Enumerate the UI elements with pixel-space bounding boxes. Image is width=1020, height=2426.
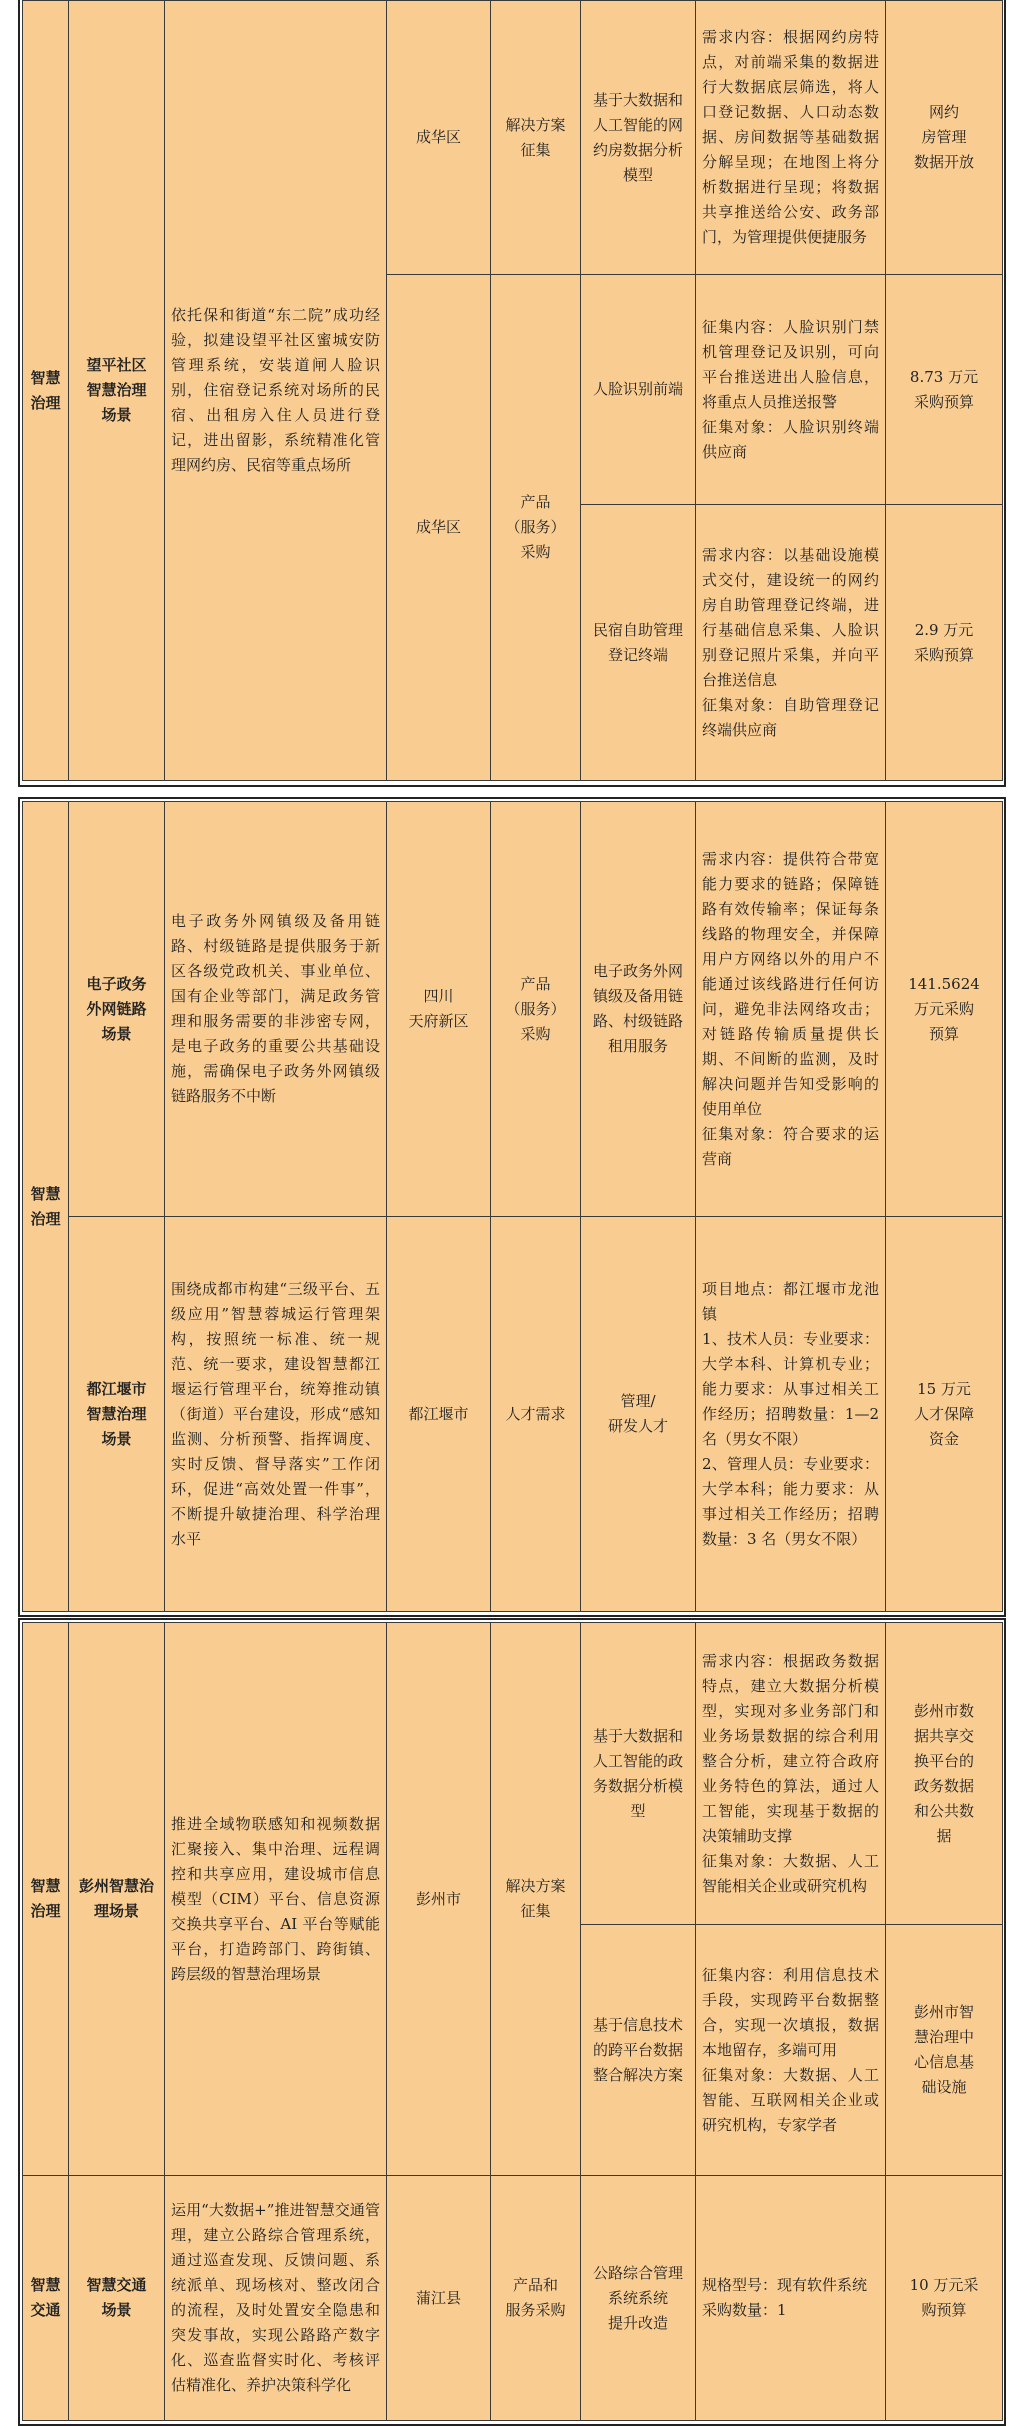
- table-row: [23, 802, 1003, 1217]
- text-line: 2.9 万元: [914, 620, 974, 639]
- table-row: [23, 1623, 1003, 1925]
- text-line: （服务）: [505, 999, 566, 1018]
- text-line: 彭州智慧治: [78, 1877, 154, 1895]
- budget-cell: [886, 1623, 1003, 1925]
- description-cell: 电子政务外网镇级及备用链路、村级链路是提供服务于新区各级党政机关、事业单位、国有企业等部门，满足政务管理和服务需要的非涉密专网，是电子政务的重要公共基础设施，需确保电子政务外网镇级链路服务不中断: [165, 802, 387, 1217]
- text-line: 换平台的: [913, 1751, 974, 1770]
- text-line: 产品: [520, 974, 551, 993]
- description-cell: 依托保和街道“东二院”成功经验，拟建设望平社区蜜城安防管理系统，安装道闸人脸识别，住宿登记系统对场所的民宿、出租房入住人员进行登记，进出留影，系统精准化管理网约房、民宿等重点场所: [165, 1, 387, 781]
- item-cell: 基于大数据和人工智能的网约房数据分析模型: [581, 1, 696, 275]
- text-line: （服务）: [505, 518, 566, 536]
- item-cell: 基于信息技术的跨平台数据整合解决方案: [581, 1925, 696, 2176]
- scenario-cell: [69, 1, 165, 781]
- text-line: 征集内容：利用信息技术手段，实现跨平台数据整合，实现一次填报，数据本地留存，多端可用: [702, 1965, 879, 2059]
- category-cell: [23, 2176, 69, 2421]
- requirement-cell: [696, 1217, 886, 1612]
- text-line: 场景: [101, 1429, 132, 1448]
- table-row: [23, 1, 1003, 275]
- type-cell: [491, 275, 581, 781]
- text-line: 天府新区: [408, 1012, 469, 1030]
- text-line: 购预算: [921, 2301, 967, 2319]
- text-line: 智慧: [30, 1877, 61, 1895]
- text-line: 预算: [928, 1024, 959, 1043]
- text-line: 智慧交通: [86, 2276, 147, 2294]
- category-cell: [23, 1, 69, 781]
- type-cell: [491, 1623, 581, 2176]
- text-line: 解决方案: [505, 115, 566, 134]
- text-line: 政务数据: [913, 1776, 974, 1795]
- text-line: 采购预算: [913, 645, 974, 664]
- text-line: 项目地点：都江堰市龙池镇: [702, 1279, 879, 1323]
- text-line: 管理/: [620, 1392, 656, 1410]
- description-cell: 推进全域物联感知和视频数据汇聚接入、集中治理、远程调控和共享应用，建设城市信息模型（CIM）平台、信息资源交换共享平台、AI 平台等赋能平台，打造跨部门、跨街镇、跨层级的智慧治理场景: [165, 1623, 387, 2176]
- text-line: 交通: [30, 2301, 61, 2319]
- budget-cell: [886, 1, 1003, 275]
- text-line: 都江堰市: [86, 1379, 147, 1398]
- budget-cell: [886, 1925, 1003, 2176]
- text-line: 彭州市数: [913, 1701, 974, 1720]
- table-row: [23, 1217, 1003, 1612]
- scenario-cell: [69, 802, 165, 1217]
- scenario-cell: [69, 2176, 165, 2421]
- requirement-cell: [696, 505, 886, 781]
- requirement-cell: [696, 1623, 886, 1925]
- text-line: 人才保障: [913, 1404, 974, 1423]
- requirement-cell: [696, 2176, 886, 2421]
- text-line: 采购: [520, 1024, 551, 1043]
- text-line: 10 万元采: [909, 2276, 979, 2294]
- text-line: 慧治理中: [913, 2028, 974, 2046]
- region-cell: 蒲江县: [387, 2176, 491, 2421]
- text-line: 资金: [928, 1429, 959, 1448]
- text-line: 据: [936, 1826, 952, 1845]
- text-line: 场景: [101, 1024, 132, 1043]
- type-cell: [491, 802, 581, 1217]
- requirement-cell: [696, 802, 886, 1217]
- text-line: 房管理: [921, 128, 967, 146]
- text-line: 2、管理人员：专业要求：大学本科；能力要求：从事过相关工作经历；招聘数量：3 名（男女不限）: [702, 1454, 879, 1548]
- category-cell: [23, 802, 69, 1612]
- item-cell: 人脸识别前端: [581, 275, 696, 505]
- text-line: 智慧治理: [86, 1404, 147, 1423]
- text-line: 15 万元: [917, 1379, 971, 1398]
- item-cell: 基于大数据和人工智能的政务数据分析模型: [581, 1623, 696, 1925]
- text-line: 万元采购: [913, 999, 974, 1018]
- description-cell: 运用“大数据+”推进智慧交通管理，建立公路综合管理系统，通过巡查发现、反馈问题、系统派单、现场核对、整改闭合的流程，及时处置安全隐患和突发事故，实现公路路产数字化、巡查监督实时化、考核评估精准化、养护决策科学化: [165, 2176, 387, 2421]
- type-cell: [491, 2176, 581, 2421]
- text-line: 场景: [101, 406, 132, 424]
- requirement-cell: [696, 275, 886, 505]
- text-line: 8.73 万元: [909, 367, 979, 386]
- text-line: 征集对象：人脸识别终端供应商: [702, 417, 879, 461]
- text-line: 采购预算: [913, 392, 974, 411]
- block-3-table: [22, 1622, 1003, 2421]
- text-line: 征集对象：符合要求的运营商: [702, 1124, 879, 1168]
- text-line: 产品和: [512, 2276, 558, 2294]
- text-line: 提升改造: [607, 2313, 668, 2332]
- text-line: 治理: [30, 1902, 61, 1920]
- text-line: 电子政务: [86, 974, 147, 993]
- region-cell: [387, 802, 491, 1217]
- text-line: 场景: [101, 2301, 132, 2319]
- text-line: 数据开放: [913, 153, 974, 171]
- text-line: 智慧: [30, 368, 61, 387]
- text-line: 心信息基: [913, 2053, 974, 2071]
- budget-cell: [886, 2176, 1003, 2421]
- text-line: 征集内容：人脸识别门禁机管理登记及识别，可向平台推送进出人脸信息，将重点人员推送报警: [702, 317, 879, 411]
- requirement-cell: 需求内容：根据网约房特点，对前端采集的数据进行大数据底层筛选，将人口登记数据、人口动态数据、房间数据等基础数据分解呈现；在地图上将分析数据进行呈现；将数据共享推送给公安、政务部门，为管理提供便捷服务: [696, 1, 886, 275]
- text-line: 征集: [520, 140, 551, 159]
- text-line: 研发人才: [607, 1417, 668, 1435]
- scenario-cell: [69, 1623, 165, 2176]
- budget-cell: [886, 505, 1003, 781]
- text-line: 彭州市智: [913, 2003, 974, 2021]
- text-line: 征集: [520, 1902, 551, 1920]
- region-cell: 成华区: [387, 275, 491, 781]
- text-line: 础设施: [921, 2078, 967, 2096]
- text-line: 外网链路: [86, 999, 147, 1018]
- text-line: 产品: [520, 493, 551, 511]
- budget-cell: [886, 275, 1003, 505]
- category-cell: [23, 1623, 69, 2176]
- text-line: 治理: [30, 1209, 61, 1228]
- text-line: 征集对象：大数据、人工智能、互联网相关企业或研究机构，专家学者: [702, 2065, 879, 2134]
- type-cell: [491, 1, 581, 275]
- text-line: 需求内容：提供符合带宽能力要求的链路；保障链路有效传输率；保证每条线路的物理安全，并保障用户方网络以外的用户不能通过该线路进行任何访问，避免非法网络攻击；对链路传输质量提供长期、不间断的监测，及时解决问题并告知受影响的使用单位: [702, 849, 879, 1118]
- text-line: 服务采购: [505, 2301, 566, 2319]
- item-cell: 电子政务外网镇级及备用链路、村级链路租用服务: [581, 802, 696, 1217]
- text-line: 智慧: [30, 1184, 61, 1203]
- region-cell: 都江堰市: [387, 1217, 491, 1612]
- text-line: 据共享交: [913, 1726, 974, 1745]
- text-line: 智慧治理: [86, 381, 147, 399]
- text-line: 解决方案: [505, 1877, 566, 1895]
- text-line: 望平社区: [86, 356, 147, 374]
- text-line: 1、技术人员：专业要求：大学本科、计算机专业；能力要求：从事过相关工作经历；招聘数量：1—2名（男女不限）: [702, 1329, 879, 1448]
- item-cell: [581, 2176, 696, 2421]
- budget-cell: [886, 1217, 1003, 1612]
- block-1-table: [22, 0, 1003, 781]
- text-line: 和公共数: [913, 1801, 974, 1820]
- item-cell: 民宿自助管理登记终端: [581, 505, 696, 781]
- type-cell: 人才需求: [491, 1217, 581, 1612]
- text-line: 公路综合管理: [592, 2263, 683, 2282]
- text-line: 系统系统: [607, 2288, 668, 2307]
- item-cell: [581, 1217, 696, 1612]
- scenario-cell: [69, 1217, 165, 1612]
- table-row: [23, 2176, 1003, 2421]
- budget-cell: [886, 802, 1003, 1217]
- text-line: 理场景: [93, 1902, 139, 1920]
- text-line: 网约: [928, 103, 959, 121]
- text-line: 规格型号：现有软件系统: [702, 2276, 868, 2294]
- description-cell: 围绕成都市构建“三级平台、五级应用”智慧蓉城运行管理架构，按照统一标准、统一规范、统一要求，建设智慧都江堰运行管理平台，统筹推动镇（街道）平台建设，形成“感知监测、分析预警、指挥调度、实时反馈、督导落实”工作闭环，促进“高效处置一件事”，不断提升敏捷治理、科学治理水平: [165, 1217, 387, 1612]
- text-line: 需求内容：以基础设施模式交付，建设统一的网约房自助管理登记终端，进行基础信息采集、人脸识别登记照片采集，并向平台推送信息: [702, 545, 879, 689]
- text-line: 需求内容：根据政务数据特点，建立大数据分析模型，实现对多业务部门和业务场景数据的综合利用整合分析，建立符合政府业务特色的算法，通过人工智能，实现基于数据的决策辅助支撑: [702, 1651, 879, 1845]
- text-line: 采购数量：1: [702, 2301, 787, 2319]
- block-2-table: [22, 801, 1003, 1612]
- text-line: 智慧: [30, 2276, 61, 2294]
- region-cell: 成华区: [387, 1, 491, 275]
- text-line: 采购: [520, 543, 551, 561]
- region-cell: 彭州市: [387, 1623, 491, 2176]
- text-line: 征集对象：自助管理登记终端供应商: [702, 695, 879, 739]
- text-line: 治理: [30, 393, 61, 412]
- requirement-cell: [696, 1925, 886, 2176]
- text-line: 征集对象：大数据、人工智能相关企业或研究机构: [702, 1851, 879, 1895]
- text-line: 四川: [423, 987, 454, 1005]
- text-line: 141.5624: [908, 974, 980, 993]
